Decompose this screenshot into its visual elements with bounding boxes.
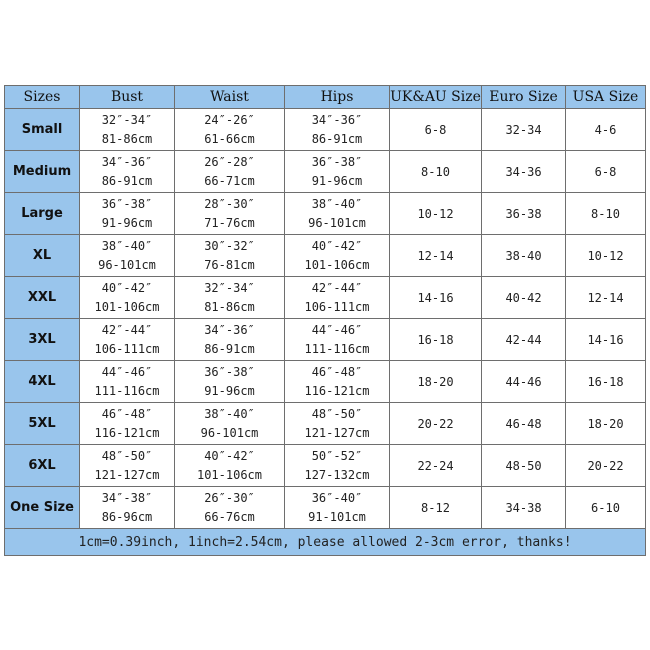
size-label: 5XL [5,403,80,445]
waist-inches: 26″-28″ [204,154,255,169]
table-row [5,151,646,193]
bust-cm: 91-96cm [101,215,153,230]
usa-size-cell: 14-16 [566,319,646,361]
bust-cell [80,235,175,277]
waist-inches: 24″-26″ [204,112,255,127]
header-uk-au-size: UK&AU Size [390,86,482,109]
euro-size-cell: 36-38 [482,193,566,235]
hips-inches: 42″-44″ [311,280,363,295]
waist-cell [175,487,285,529]
euro-size-cell: 34-36 [482,151,566,193]
bust-cell [80,109,175,151]
waist-inches: 30″-32″ [204,238,255,253]
bust-inches: 44″-46″ [101,364,153,379]
uk-au-size-cell: 6-8 [390,109,482,151]
uk-au-size-cell: 16-18 [390,319,482,361]
euro-size-cell: 46-48 [482,403,566,445]
bust-cell [80,193,175,235]
hips-cm: 91-101cm [308,509,366,524]
usa-size-cell: 4-6 [566,109,646,151]
waist-cm: 66-76cm [204,509,255,524]
bust-inches: 42″-44″ [101,322,153,337]
hips-cell [285,319,390,361]
table-row [5,487,646,529]
waist-cell [175,445,285,487]
bust-cm: 96-101cm [98,257,156,272]
euro-size-cell: 38-40 [482,235,566,277]
waist-inches: 38″-40″ [204,406,255,421]
hips-cell [285,109,390,151]
usa-size-cell: 12-14 [566,277,646,319]
hips-cell [285,277,390,319]
header-hips: Hips [285,86,390,109]
bust-inches: 46″-48″ [101,406,153,421]
size-label: 3XL [5,319,80,361]
hips-inches: 48″-50″ [311,406,363,421]
euro-size-cell: 48-50 [482,445,566,487]
bust-cm: 121-127cm [94,467,160,482]
hips-inches: 34″-36″ [311,112,363,127]
header-bust: Bust [80,86,175,109]
size-label: 6XL [5,445,80,487]
hips-inches: 50″-52″ [311,448,363,463]
waist-cell [175,193,285,235]
waist-cm: 66-71cm [204,173,255,188]
header-usa-size: USA Size [566,86,646,109]
table-row [5,193,646,235]
hips-inches: 44″-46″ [311,322,363,337]
euro-size-cell: 42-44 [482,319,566,361]
hips-cm: 106-111cm [304,299,370,314]
bust-cm: 101-106cm [94,299,160,314]
usa-size-cell: 6-10 [566,487,646,529]
bust-cm: 86-91cm [101,173,153,188]
waist-cm: 61-66cm [204,131,255,146]
waist-inches: 32″-34″ [204,280,255,295]
hips-inches: 36″-40″ [311,490,363,505]
waist-inches: 28″-30″ [204,196,255,211]
waist-inches: 40″-42″ [204,448,255,463]
uk-au-size-cell: 8-12 [390,487,482,529]
usa-size-cell: 20-22 [566,445,646,487]
usa-size-cell: 18-20 [566,403,646,445]
uk-au-size-cell: 18-20 [390,361,482,403]
waist-cell [175,235,285,277]
table-row [5,445,646,487]
size-chart-table [4,85,646,556]
size-label: Large [5,193,80,235]
euro-size-cell: 34-38 [482,487,566,529]
size-label: 4XL [5,361,80,403]
hips-cell [285,151,390,193]
euro-size-cell: 32-34 [482,109,566,151]
bust-cell [80,319,175,361]
size-label: One Size [5,487,80,529]
waist-cm: 71-76cm [204,215,255,230]
bust-inches: 40″-42″ [101,280,153,295]
header-row [5,86,646,109]
uk-au-size-cell: 14-16 [390,277,482,319]
hips-cm: 91-96cm [311,173,363,188]
bust-cell [80,361,175,403]
bust-inches: 34″-36″ [101,154,153,169]
hips-inches: 36″-38″ [311,154,363,169]
hips-cm: 101-106cm [304,257,370,272]
waist-cm: 81-86cm [204,299,255,314]
waist-cell [175,319,285,361]
bust-inches: 48″-50″ [101,448,153,463]
bust-inches: 38″-40″ [101,238,153,253]
hips-cm: 96-101cm [308,215,366,230]
hips-inches: 40″-42″ [311,238,363,253]
bust-inches: 34″-38″ [101,490,153,505]
hips-cell [285,361,390,403]
usa-size-cell: 16-18 [566,361,646,403]
usa-size-cell: 10-12 [566,235,646,277]
hips-cell [285,403,390,445]
waist-inches: 34″-36″ [204,322,255,337]
size-label: XXL [5,277,80,319]
header-euro-size: Euro Size [482,86,566,109]
waist-inches: 26″-30″ [204,490,255,505]
table-row [5,235,646,277]
footnote-row [5,529,646,556]
waist-cm: 86-91cm [204,341,255,356]
waist-cell [175,403,285,445]
waist-cm: 91-96cm [204,383,255,398]
waist-cell [175,151,285,193]
bust-cm: 106-111cm [94,341,160,356]
header-waist: Waist [175,86,285,109]
bust-cm: 86-96cm [101,509,153,524]
usa-size-cell: 8-10 [566,193,646,235]
usa-size-cell: 6-8 [566,151,646,193]
table-row [5,319,646,361]
waist-cm: 101-106cm [196,467,263,482]
waist-cell [175,361,285,403]
hips-inches: 38″-40″ [311,196,363,211]
bust-inches: 32″-34″ [101,112,153,127]
uk-au-size-cell: 10-12 [390,193,482,235]
bust-cell [80,151,175,193]
hips-cm: 111-116cm [304,341,370,356]
bust-cm: 111-116cm [94,383,160,398]
hips-cm: 127-132cm [304,467,370,482]
hips-cell [285,235,390,277]
bust-cell [80,403,175,445]
table-row [5,109,646,151]
table-row [5,403,646,445]
hips-cell [285,445,390,487]
waist-cm: 96-101cm [200,425,259,440]
bust-cell [80,445,175,487]
size-label: XL [5,235,80,277]
euro-size-cell: 44-46 [482,361,566,403]
uk-au-size-cell: 8-10 [390,151,482,193]
conversion-footnote: 1cm=0.39inch, 1inch=2.54cm, please allowed 2-3cm error, thanks! [5,529,646,556]
hips-cell [285,193,390,235]
hips-cm: 86-91cm [311,131,363,146]
waist-cell [175,109,285,151]
hips-cm: 116-121cm [304,383,370,398]
size-label: Small [5,109,80,151]
hips-cm: 121-127cm [304,425,370,440]
hips-cell [285,487,390,529]
waist-cell [175,277,285,319]
waist-inches: 36″-38″ [204,364,255,379]
bust-cell [80,487,175,529]
bust-cm: 81-86cm [101,131,153,146]
euro-size-cell: 40-42 [482,277,566,319]
uk-au-size-cell: 22-24 [390,445,482,487]
uk-au-size-cell: 12-14 [390,235,482,277]
bust-cell [80,277,175,319]
waist-cm: 76-81cm [204,257,255,272]
table-row [5,277,646,319]
bust-inches: 36″-38″ [101,196,153,211]
uk-au-size-cell: 20-22 [390,403,482,445]
size-label: Medium [5,151,80,193]
bust-cm: 116-121cm [94,425,160,440]
table-row [5,361,646,403]
header-sizes: Sizes [5,86,80,109]
hips-inches: 46″-48″ [311,364,363,379]
